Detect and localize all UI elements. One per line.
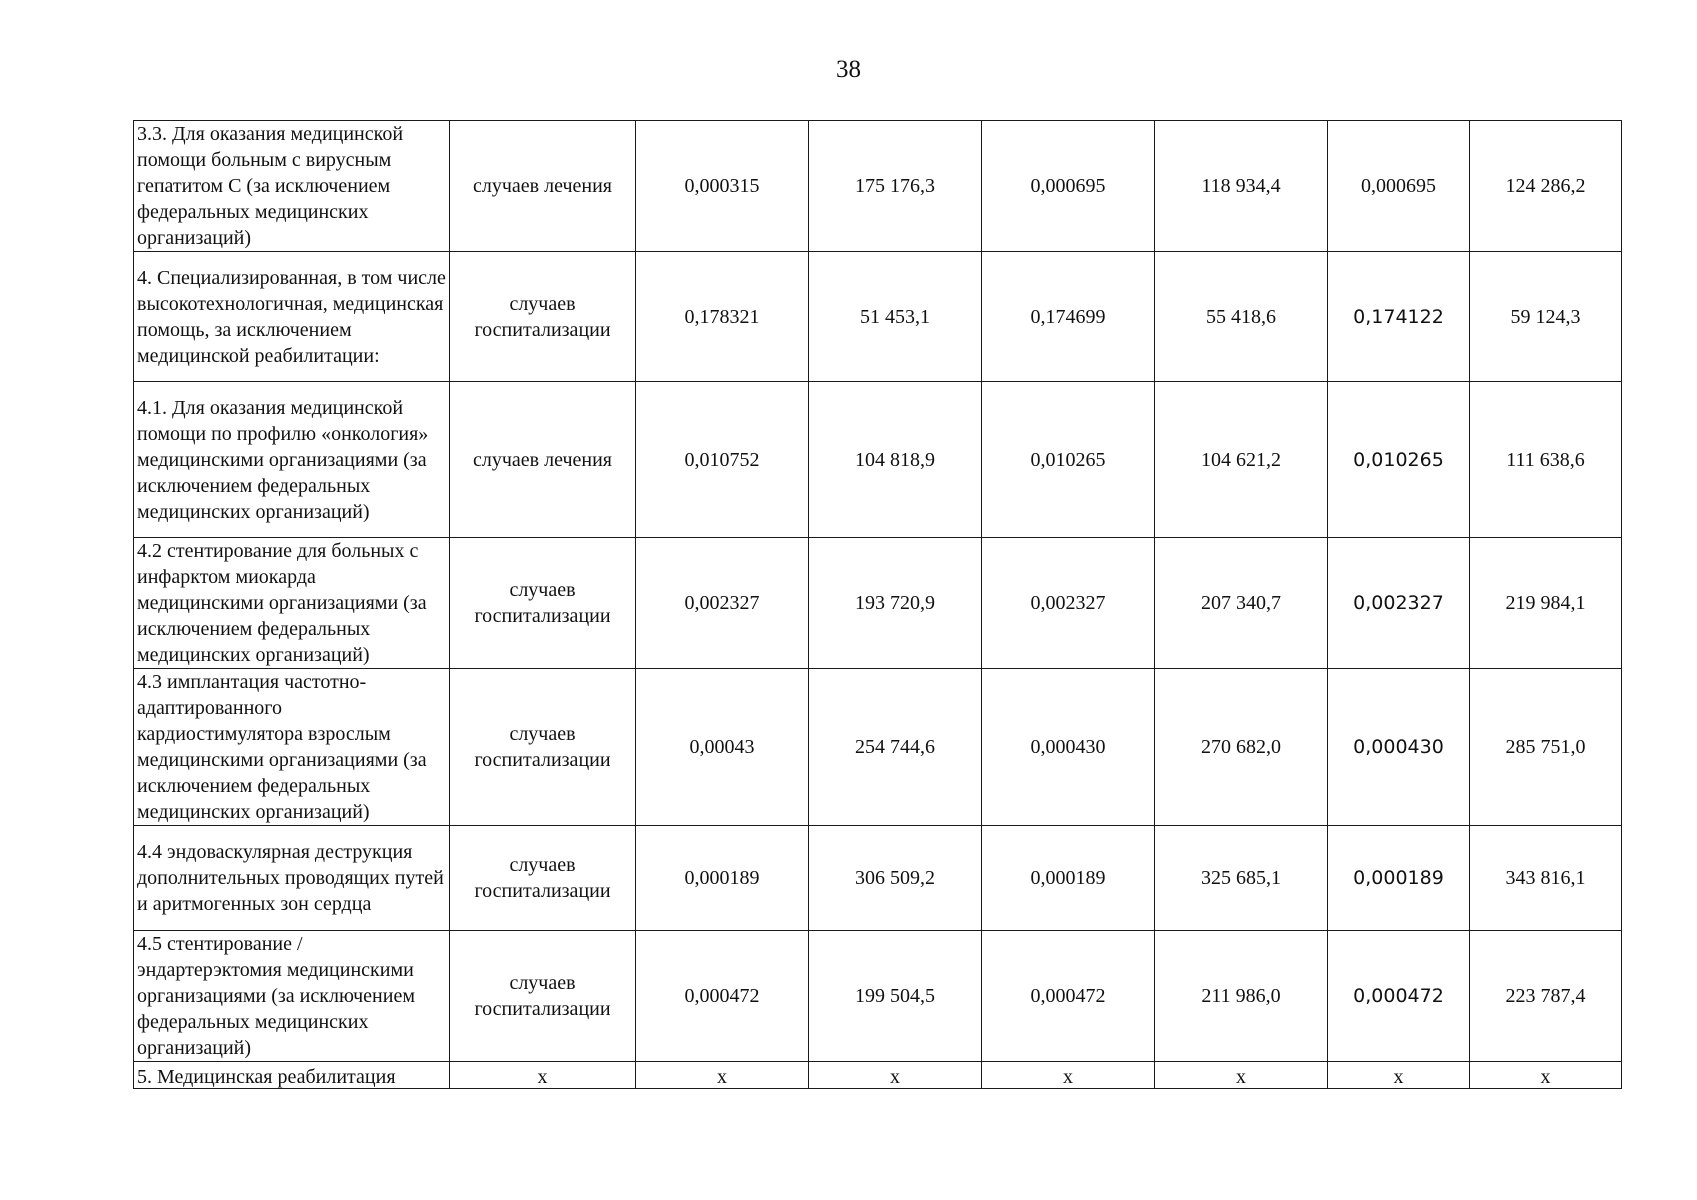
cell-value: 104 621,2 — [1155, 382, 1328, 538]
cell-value: 0,000189 — [636, 826, 809, 931]
row-name: 4.4 эндоваскулярная деструкция дополнительных проводящих путей и аритмогенных зон сердца — [134, 826, 450, 931]
cell-value: 0,002327 — [982, 538, 1155, 669]
row-name: 4.2 стентирование для больных с инфарктом миокарда медицинскими организациями (за исключением федеральных медицинских организаций) — [134, 538, 450, 669]
table-row — [134, 931, 1622, 1062]
row-unit: случаев госпитализации — [450, 538, 636, 669]
row-unit: случаев госпитализации — [450, 669, 636, 826]
table-row — [134, 538, 1622, 669]
row-unit: х — [450, 1062, 636, 1089]
cell-value: 104 818,9 — [809, 382, 982, 538]
cell-value: 0,000430 — [982, 669, 1155, 826]
row-unit: случаев лечения — [450, 382, 636, 538]
cell-value: х — [1328, 1062, 1470, 1089]
table-row — [134, 252, 1622, 382]
cell-value: 199 504,5 — [809, 931, 982, 1062]
cell-value: 55 418,6 — [1155, 252, 1328, 382]
table-row — [134, 121, 1622, 252]
cell-value: 0,010752 — [636, 382, 809, 538]
cell-value: х — [636, 1062, 809, 1089]
cell-value: 0,000189 — [982, 826, 1155, 931]
table-row — [134, 1062, 1622, 1089]
page-number: 38 — [836, 56, 861, 83]
cell-value: 118 934,4 — [1155, 121, 1328, 252]
cell-value: 0,00043 — [636, 669, 809, 826]
cell-value: х — [982, 1062, 1155, 1089]
cell-value: 0,174699 — [982, 252, 1155, 382]
cell-value: 343 816,1 — [1470, 826, 1622, 931]
row-name: 4.5 стентирование / эндартерэктомия медицинскими организациями (за исключением федеральных медицинских организаций) — [134, 931, 450, 1062]
row-name: 4.3 имплантация частотно-адаптированного кардиостимулятора взрослым медицинскими организациями (за исключением федеральных медицинских организаций) — [134, 669, 450, 826]
cell-value: 0,000189 — [1328, 826, 1470, 931]
cell-value: 254 744,6 — [809, 669, 982, 826]
cell-value: 0,010265 — [982, 382, 1155, 538]
cell-value: 219 984,1 — [1470, 538, 1622, 669]
cell-value: 0,000472 — [982, 931, 1155, 1062]
cell-value: 306 509,2 — [809, 826, 982, 931]
row-name: 3.3. Для оказания медицинской помощи больным с вирусным гепатитом С (за исключением федеральных медицинских организаций) — [134, 121, 450, 252]
cell-value: 0,178321 — [636, 252, 809, 382]
cell-value: 223 787,4 — [1470, 931, 1622, 1062]
row-name: 4.1. Для оказания медицинской помощи по профилю «онкология» медицинскими организациями (за исключением федеральных медицинских организаций) — [134, 382, 450, 538]
cell-value: 59 124,3 — [1470, 252, 1622, 382]
row-name: 4. Специализированная, в том числе высокотехнологичная, медицинская помощь, за исключением медицинской реабилитации: — [134, 252, 450, 382]
cell-value: 211 986,0 — [1155, 931, 1328, 1062]
cell-value: х — [1155, 1062, 1328, 1089]
cell-value: х — [1470, 1062, 1622, 1089]
cell-value: 0,000430 — [1328, 669, 1470, 826]
row-unit: случаев госпитализации — [450, 826, 636, 931]
cell-value: 0,174122 — [1328, 252, 1470, 382]
cell-value: 0,000472 — [636, 931, 809, 1062]
cell-value: 0,000472 — [1328, 931, 1470, 1062]
cell-value: 51 453,1 — [809, 252, 982, 382]
cell-value: 175 176,3 — [809, 121, 982, 252]
row-unit: случаев госпитализации — [450, 931, 636, 1062]
cell-value: 325 685,1 — [1155, 826, 1328, 931]
tariff-table — [133, 120, 1622, 1089]
cell-value: 0,002327 — [1328, 538, 1470, 669]
cell-value: 207 340,7 — [1155, 538, 1328, 669]
row-unit: случаев госпитализации — [450, 252, 636, 382]
cell-value: 285 751,0 — [1470, 669, 1622, 826]
cell-value: 0,000315 — [636, 121, 809, 252]
row-name: 5. Медицинская реабилитация — [134, 1062, 450, 1089]
cell-value: 270 682,0 — [1155, 669, 1328, 826]
cell-value: 193 720,9 — [809, 538, 982, 669]
cell-value: х — [809, 1062, 982, 1089]
cell-value: 0,002327 — [636, 538, 809, 669]
cell-value: 124 286,2 — [1470, 121, 1622, 252]
cell-value: 0,010265 — [1328, 382, 1470, 538]
cell-value: 111 638,6 — [1470, 382, 1622, 538]
table-row — [134, 382, 1622, 538]
cell-value: 0,000695 — [1328, 121, 1470, 252]
row-unit: случаев лечения — [450, 121, 636, 252]
table-row — [134, 669, 1622, 826]
table-row — [134, 826, 1622, 931]
cell-value: 0,000695 — [982, 121, 1155, 252]
